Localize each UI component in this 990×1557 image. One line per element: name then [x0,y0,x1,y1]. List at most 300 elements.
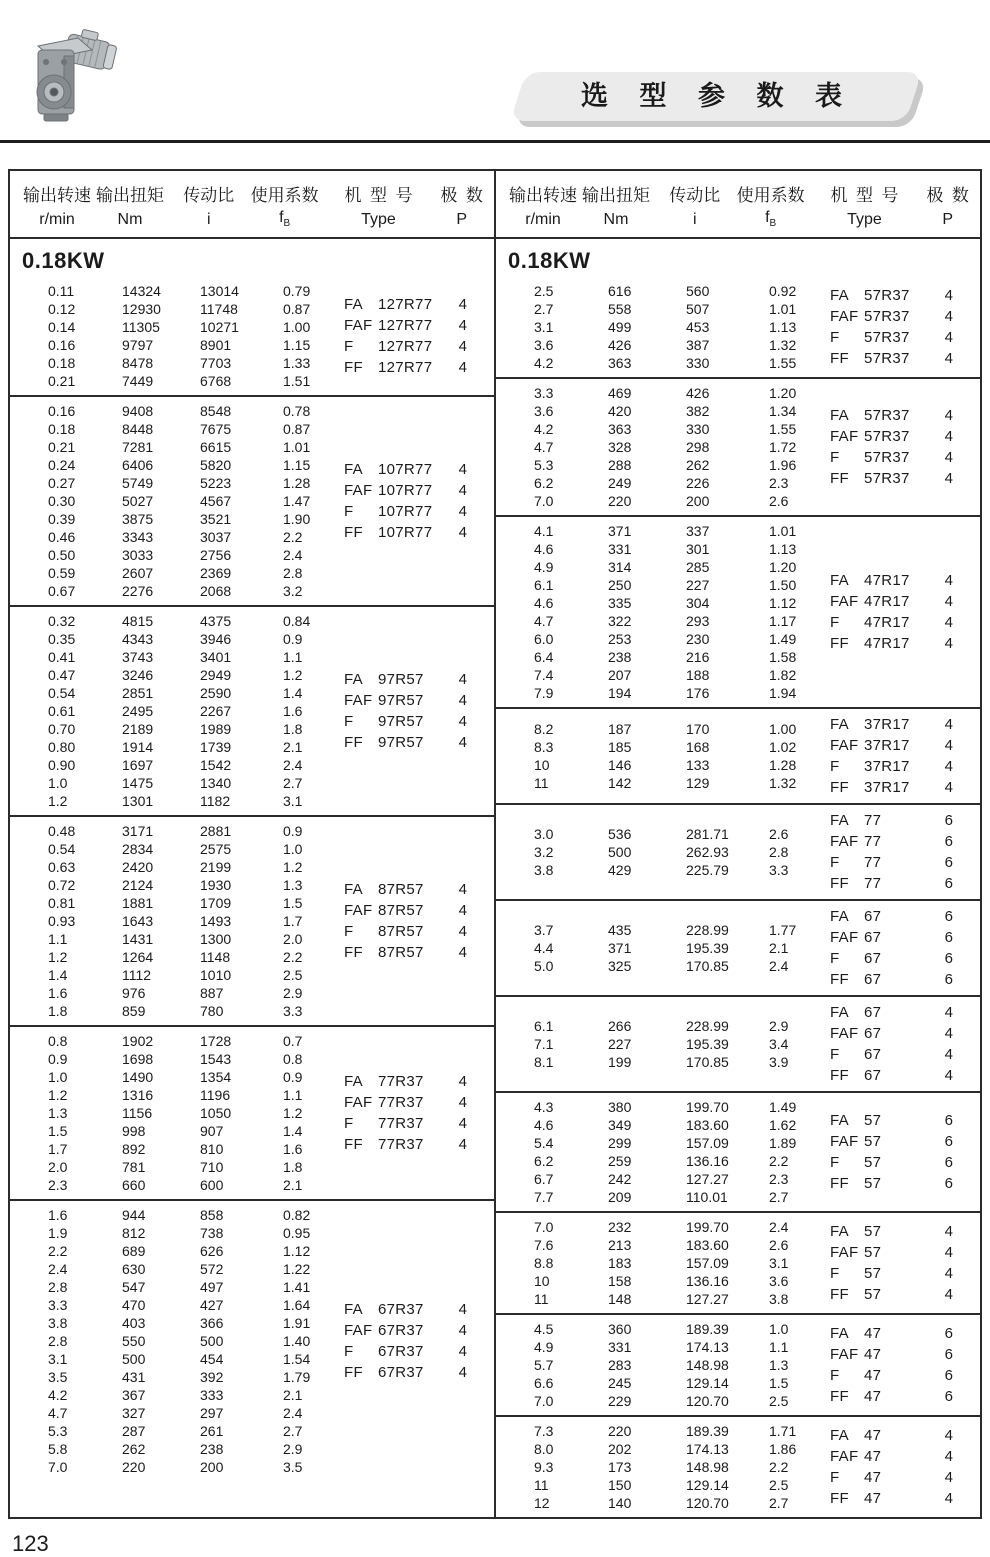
cell-speed: 3.8 [534,862,554,878]
cell-speed: 4.2 [534,421,554,437]
cell-torque: 185 [608,739,632,755]
poles-value: 4 [944,1427,954,1444]
cell-service-factor: 1.15 [283,457,311,473]
cell-ratio: 453 [686,319,710,335]
cell-service-factor: 1.40 [283,1333,311,1349]
type-code: 57 [864,1112,882,1129]
parameter-block [496,803,980,899]
poles-value: 4 [458,1301,468,1318]
cell-ratio: 129.14 [686,1477,729,1493]
selection-parameter-table [8,169,982,1519]
cell-service-factor: 1.8 [283,721,303,737]
cell-service-factor: 1.8 [283,1159,303,1175]
cell-torque: 1264 [122,949,154,965]
cell-torque: 2124 [122,877,154,893]
parameter-block [10,1025,494,1199]
column-header [92,181,168,229]
poles-value: 4 [944,1223,954,1240]
cell-service-factor: 1.5 [769,1375,789,1391]
header-label: 输出扭矩 [581,186,650,205]
type-prefix: F [830,329,840,346]
type-code: 67R37 [378,1364,424,1381]
cell-ratio: 3946 [200,631,232,647]
type-prefix: FAF [830,833,859,850]
table-row [508,1476,814,1494]
table-row [22,318,328,336]
cell-ratio: 5223 [200,475,232,491]
table-row [508,1236,814,1254]
cell-speed: 1.2 [48,949,68,965]
poles-value: 4 [944,593,954,610]
cell-service-factor: 1.12 [769,595,797,611]
type-prefix: F [344,713,354,730]
cell-torque: 242 [608,1171,632,1187]
poles-value: 4 [944,407,954,424]
type-prefix: FA [830,1223,849,1240]
cell-torque: 3246 [122,667,154,683]
cell-service-factor: 1.41 [283,1279,311,1295]
cell-speed: 4.4 [534,940,554,956]
cell-speed: 0.11 [48,283,75,299]
cell-speed: 8.0 [534,1441,554,1457]
cell-torque: 429 [608,862,632,878]
cell-ratio: 199.70 [686,1099,729,1115]
table-row [22,1002,328,1020]
cell-service-factor: 1.2 [283,667,303,683]
table-row [22,1140,328,1158]
cell-service-factor: 2.8 [283,565,303,581]
model-type-row [344,669,486,690]
type-prefix: FA [830,908,849,925]
data-rows [508,384,814,510]
cell-speed: 7.0 [48,1459,68,1475]
model-type-list [814,810,972,894]
cell-speed: 1.6 [48,985,68,1001]
cell-speed: 5.0 [534,958,554,974]
cell-speed: 6.4 [534,649,554,665]
table-row [22,1050,328,1068]
cell-torque: 209 [608,1189,632,1205]
table-row [508,1170,814,1188]
type-prefix: FA [344,1301,363,1318]
header-unit: $f_B$ [279,208,291,229]
model-type-row [830,591,972,612]
type-prefix: F [344,923,354,940]
cell-torque: 1156 [122,1105,153,1121]
cell-speed: 3.5 [48,1369,68,1385]
type-code: 47R17 [864,593,910,610]
column-header [806,181,924,229]
cell-ratio: 454 [200,1351,224,1367]
table-row [508,594,814,612]
poles-value: 4 [944,1265,954,1282]
table-row [22,1104,328,1122]
cell-torque: 12930 [122,301,161,317]
table-row [508,1254,814,1272]
cell-speed: 0.27 [48,475,76,491]
cell-service-factor: 1.33 [283,355,311,371]
poles-value: 4 [944,350,954,367]
cell-torque: 371 [608,523,632,539]
cell-service-factor: 2.9 [769,1018,789,1034]
cell-ratio: 626 [200,1243,224,1259]
data-rows [508,1098,814,1206]
cell-torque: 325 [608,958,632,974]
cell-torque: 420 [608,403,632,419]
cell-torque: 380 [608,1099,632,1115]
cell-ratio: 810 [200,1141,224,1157]
cell-torque: 4343 [122,631,154,647]
cell-ratio: 228.99 [686,1018,729,1034]
table-row [22,738,328,756]
model-type-row [344,1092,486,1113]
cell-ratio: 2267 [200,703,232,719]
type-code: 47 [864,1448,882,1465]
parameter-block [10,1199,494,1481]
type-code: 77 [864,875,882,892]
cell-speed: 6.2 [534,475,554,491]
model-type-list [814,1221,972,1305]
table-row [22,456,328,474]
table-row [22,1260,328,1278]
type-prefix: FA [830,572,849,589]
type-prefix: FAF [344,482,373,499]
table-row [508,1098,814,1116]
cell-service-factor: 2.3 [769,475,789,491]
cell-speed: 1.1 [48,931,68,947]
model-type-row [830,1467,972,1488]
type-code: 67 [864,1067,882,1084]
poles-value: 4 [944,779,954,796]
type-code: 97R57 [378,713,424,730]
cell-speed: 0.18 [48,355,76,371]
type-code: 47 [864,1490,882,1507]
cell-ratio: 3401 [200,649,232,665]
cell-service-factor: 3.1 [283,793,303,809]
model-type-list [328,459,486,543]
header-unit: Nm [117,211,143,228]
cell-speed: 1.2 [48,793,68,809]
cell-service-factor: 1.00 [769,721,797,737]
cell-ratio: 710 [200,1159,224,1175]
type-code: 57R37 [864,428,910,445]
header-unit: Type [361,211,396,228]
model-type-list [814,714,972,798]
cell-service-factor: 1.1 [283,649,303,665]
cell-ratio: 6615 [200,439,232,455]
cell-speed: 7.0 [534,493,554,509]
model-type-row [830,1242,972,1263]
data-rows [508,522,814,702]
model-type-row [830,1488,972,1509]
type-code: 67 [864,971,882,988]
cell-speed: 2.7 [534,301,554,317]
cell-torque: 6406 [122,457,154,473]
cell-speed: 2.3 [48,1177,68,1193]
cell-torque: 199 [608,1054,632,1070]
table-row [508,843,814,861]
cell-service-factor: 2.1 [283,1387,303,1403]
type-prefix: FF [830,1067,849,1084]
cell-service-factor: 1.7 [283,913,303,929]
poles-value: 4 [944,329,954,346]
cell-ratio: 200 [200,1459,224,1475]
page-title: 选 型 参 数 表 [581,81,851,111]
cell-service-factor: 1.82 [769,667,797,683]
header-label: 使用系数 [250,186,319,205]
cell-service-factor: 1.01 [769,523,797,539]
header-label: 机 型 号 [344,186,413,205]
cell-torque: 266 [608,1018,632,1034]
type-prefix: F [830,1154,840,1171]
type-code: 97R57 [378,692,424,709]
cell-torque: 213 [608,1237,632,1253]
model-type-row [830,1263,972,1284]
cell-service-factor: 2.4 [769,958,789,974]
cell-speed: 6.2 [534,1153,554,1169]
cell-ratio: 170.85 [686,1054,729,1070]
model-type-list [328,1071,486,1155]
cell-torque: 140 [608,1495,632,1511]
model-type-list [814,1002,972,1086]
cell-speed: 7.7 [534,1189,554,1205]
table-row [22,792,328,810]
column-header [437,181,486,229]
cell-torque: 3171 [122,823,154,839]
poles-value: 6 [944,833,954,850]
table-row [22,912,328,930]
cell-ratio: 1148 [200,949,231,965]
cell-service-factor: 1.01 [769,301,797,317]
cell-torque: 202 [608,1441,632,1457]
table-row [508,1422,814,1440]
model-type-row [830,633,972,654]
type-prefix: F [830,854,840,871]
cell-service-factor: 3.2 [283,583,303,599]
cell-service-factor: 1.20 [769,385,797,401]
type-code: 77R37 [378,1136,424,1153]
cell-service-factor: 1.3 [283,877,303,893]
model-type-list [328,879,486,963]
cell-speed: 3.8 [48,1315,68,1331]
cell-ratio: 168 [686,739,710,755]
type-code: 37R17 [864,779,910,796]
cell-torque: 194 [608,685,632,701]
cell-speed: 3.7 [534,922,554,938]
cell-service-factor: 1.51 [283,373,311,389]
type-prefix: F [830,1046,840,1063]
cell-torque: 360 [608,1321,632,1337]
parameter-block [496,707,980,803]
cell-torque: 232 [608,1219,632,1235]
cell-speed: 10 [534,1273,550,1289]
type-prefix: FAF [344,692,373,709]
cell-torque: 558 [608,301,632,317]
table-row [22,1224,328,1242]
cell-speed: 0.16 [48,337,76,353]
table-row [22,1122,328,1140]
poles-value: 4 [458,503,468,520]
cell-ratio: 136.16 [686,1273,729,1289]
cell-ratio: 1050 [200,1105,232,1121]
cell-service-factor: 1.4 [283,1123,303,1139]
table-row [508,666,814,684]
table-row [508,384,814,402]
poles-value: 4 [458,692,468,709]
type-code: 77R37 [378,1094,424,1111]
cell-service-factor: 3.8 [769,1291,789,1307]
cell-ratio: 2068 [200,583,232,599]
cell-ratio: 170 [686,721,710,737]
cell-speed: 7.0 [534,1219,554,1235]
table-row [508,738,814,756]
cell-torque: 146 [608,757,632,773]
type-code: 47 [864,1367,882,1384]
cell-service-factor: 1.4 [283,685,303,701]
cell-speed: 11 [534,775,549,791]
cell-ratio: 183.60 [686,1117,729,1133]
cell-service-factor: 2.7 [769,1189,789,1205]
cell-service-factor: 2.8 [769,844,789,860]
cell-speed: 4.7 [534,613,554,629]
cell-torque: 2495 [122,703,154,719]
cell-torque: 229 [608,1393,632,1409]
table-row [22,984,328,1002]
type-prefix: FF [830,470,849,487]
cell-speed: 7.6 [534,1237,554,1253]
header-label: 输出扭矩 [95,186,164,205]
type-prefix: FF [830,875,849,892]
type-code: 47R17 [864,572,910,589]
column-header [654,181,736,229]
cell-torque: 2834 [122,841,154,857]
type-code: 57R37 [864,449,910,466]
model-type-row [344,921,486,942]
cell-speed: 7.0 [534,1393,554,1409]
cell-torque: 7281 [122,439,154,455]
cell-service-factor: 2.6 [769,493,789,509]
model-type-row [830,1131,972,1152]
type-code: 57 [864,1133,882,1150]
table-row [22,282,328,300]
type-prefix: FF [344,1136,363,1153]
cell-torque: 207 [608,667,632,683]
table-row [22,1158,328,1176]
type-code: 77 [864,812,882,829]
header-label: 传动比 [183,186,235,205]
model-type-row [830,1065,972,1086]
poles-value: 4 [458,902,468,919]
table-row [508,522,814,540]
cell-speed: 4.3 [534,1099,554,1115]
type-prefix: FAF [830,1448,859,1465]
cell-speed: 12 [534,1495,550,1511]
table-row [508,318,814,336]
poles-value: 4 [944,308,954,325]
cell-torque: 2420 [122,859,154,875]
cell-torque: 158 [608,1273,632,1289]
cell-ratio: 227 [686,577,710,593]
type-prefix: FF [830,1286,849,1303]
poles-value: 4 [458,482,468,499]
cell-ratio: 189.39 [686,1423,729,1439]
cell-ratio: 157.09 [686,1255,729,1271]
type-prefix: FF [830,971,849,988]
cell-ratio: 4567 [200,493,232,509]
cell-speed: 4.2 [534,355,554,371]
model-type-row [830,1152,972,1173]
cell-ratio: 1543 [200,1051,232,1067]
cell-torque: 259 [608,1153,632,1169]
cell-ratio: 780 [200,1003,224,1019]
poles-value: 4 [944,1046,954,1063]
cell-ratio: 6768 [200,373,232,389]
cell-service-factor: 3.4 [769,1036,789,1052]
model-type-row [830,1284,972,1305]
model-type-row [344,294,486,315]
cell-ratio: 189.39 [686,1321,729,1337]
table-row [508,1392,814,1410]
model-type-row [830,570,972,591]
cell-ratio: 4375 [200,613,232,629]
table-row [22,1242,328,1260]
poles-value: 6 [944,1388,954,1405]
type-prefix: FA [830,1112,849,1129]
cell-ratio: 7675 [200,421,232,437]
poles-value: 6 [944,1154,954,1171]
cell-torque: 14324 [122,283,161,299]
table-row [508,861,814,879]
model-type-row [344,732,486,753]
poles-value: 4 [944,1067,954,1084]
cell-ratio: 1354 [200,1069,232,1085]
type-code: 127R77 [378,359,433,376]
poles-value: 4 [458,296,468,313]
table-row [508,1374,814,1392]
model-type-row [344,459,486,480]
table-row [508,957,814,975]
cell-speed: 4.7 [534,439,554,455]
cell-ratio: 285 [686,559,710,575]
table-row [508,438,814,456]
model-type-row [344,1071,486,1092]
type-prefix: FF [830,350,849,367]
cell-ratio: 195.39 [686,1036,729,1052]
model-type-list [814,1323,972,1407]
cell-ratio: 907 [200,1123,224,1139]
column-header [508,181,578,229]
model-type-list [814,906,972,990]
table-row [508,921,814,939]
cell-torque: 3743 [122,649,154,665]
table-row [22,492,328,510]
cell-ratio: 1989 [200,721,232,737]
cell-speed: 5.4 [534,1135,554,1151]
type-prefix: FA [830,812,849,829]
cell-service-factor: 1.02 [769,739,797,755]
header-unit: P [456,211,467,228]
header-label: 使用系数 [736,186,805,205]
type-prefix: FA [344,1073,363,1090]
cell-torque: 435 [608,922,632,938]
table-row [22,1368,328,1386]
cell-torque: 630 [122,1261,146,1277]
type-code: 47 [864,1346,882,1363]
cell-torque: 283 [608,1357,632,1373]
cell-speed: 0.21 [48,439,76,455]
cell-ratio: 887 [200,985,224,1001]
cell-speed: 6.1 [534,1018,554,1034]
